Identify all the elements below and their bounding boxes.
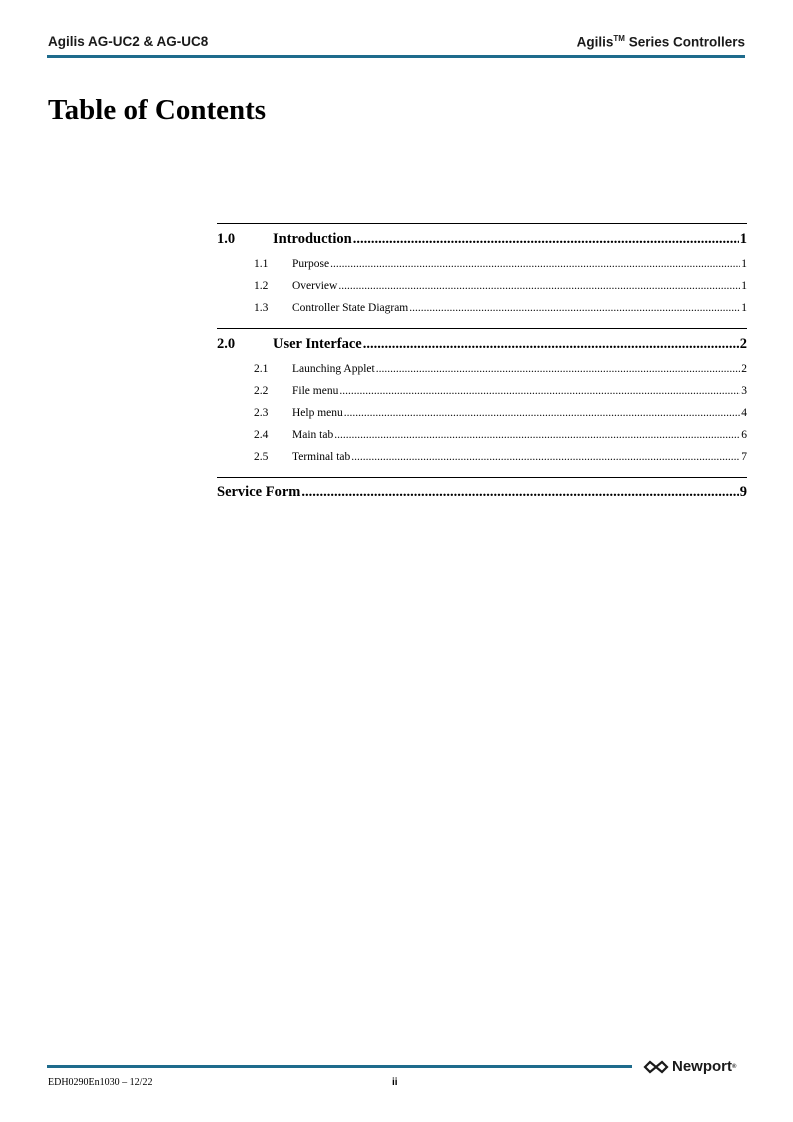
dot-leader (363, 331, 739, 358)
toc-entry-purpose[interactable] (217, 253, 747, 275)
section-number: 1.0 (217, 231, 236, 247)
section-title: User Interface (273, 336, 362, 352)
toc-entry-overview[interactable] (217, 275, 747, 297)
subsection-title: Purpose (292, 258, 330, 270)
page-ref: 6 (741, 429, 747, 441)
dot-leader (334, 424, 740, 446)
toc-entry-service-form[interactable] (217, 478, 747, 506)
subsection-number: 2.5 (254, 451, 269, 463)
toc-entry-launching-applet[interactable] (217, 358, 747, 380)
header-rule (47, 55, 745, 58)
newport-logo-icon (643, 1060, 669, 1074)
table-of-contents (217, 223, 747, 506)
toc-entry-terminal-tab[interactable] (217, 446, 747, 468)
subsection-number: 1.2 (254, 280, 269, 292)
page-ref: 1 (741, 258, 747, 270)
page-ref: 2 (741, 363, 747, 375)
registered-mark: ® (732, 1063, 737, 1070)
toc-entry-help-menu[interactable] (217, 402, 747, 424)
running-header-right (577, 34, 745, 50)
header-suffix: Series Controllers (624, 34, 745, 50)
subsection-title: Launching Applet (292, 363, 375, 375)
document-id: EDH0290En1030 – 12/22 (48, 1077, 153, 1088)
subsection-number: 2.4 (254, 429, 269, 441)
subsection-title: Help menu (292, 407, 343, 419)
page-title: Table of Contents (48, 94, 267, 126)
running-header-left: Agilis AG-UC2 & AG-UC8 (48, 34, 209, 49)
page-ref: 3 (741, 385, 747, 397)
subsection-number: 2.1 (254, 363, 269, 375)
toc-entry-introduction[interactable] (217, 224, 747, 253)
subsection-number: 1.1 (254, 258, 269, 270)
dot-leader (376, 358, 741, 380)
dot-leader (339, 380, 740, 402)
section-number: 2.0 (217, 336, 236, 352)
dot-leader (353, 226, 739, 253)
footer-rule (47, 1065, 632, 1068)
logo-text: Newport (672, 1058, 732, 1075)
dot-leader (409, 297, 740, 319)
page-ref: 1 (739, 231, 747, 247)
section-title: Introduction (273, 231, 352, 247)
page-ref: 7 (741, 451, 747, 463)
dot-leader (344, 402, 740, 424)
subsection-number: 2.2 (254, 385, 269, 397)
toc-entry-file-menu[interactable] (217, 380, 747, 402)
toc-entry-controller-state-diagram[interactable] (217, 297, 747, 319)
dot-leader (351, 446, 740, 468)
subsection-number: 1.3 (254, 302, 269, 314)
subsection-title: Overview (292, 280, 338, 292)
page-ref: 9 (739, 484, 747, 500)
subsection-title: File menu (292, 385, 339, 397)
page-ref: 1 (741, 302, 747, 314)
toc-entry-main-tab[interactable] (217, 424, 747, 446)
subsection-number: 2.3 (254, 407, 269, 419)
subsection-title: Controller State Diagram (292, 302, 409, 314)
subsection-title: Main tab (292, 429, 334, 441)
section-title: Service Form (217, 484, 301, 500)
trademark-mark: TM (613, 34, 625, 43)
brand-name: Agilis (576, 34, 614, 50)
toc-section-2 (217, 328, 747, 477)
dot-leader (330, 253, 740, 275)
page-ref: 2 (739, 336, 747, 352)
newport-logo (643, 1058, 736, 1075)
subsection-title: Terminal tab (292, 451, 351, 463)
page-number: ii (392, 1077, 398, 1088)
page-ref: 1 (741, 280, 747, 292)
toc-section-1 (217, 223, 747, 328)
dot-leader (338, 275, 740, 297)
dot-leader (301, 478, 738, 506)
page-ref: 4 (741, 407, 747, 419)
toc-section-service (217, 477, 747, 506)
toc-entry-user-interface[interactable] (217, 329, 747, 358)
